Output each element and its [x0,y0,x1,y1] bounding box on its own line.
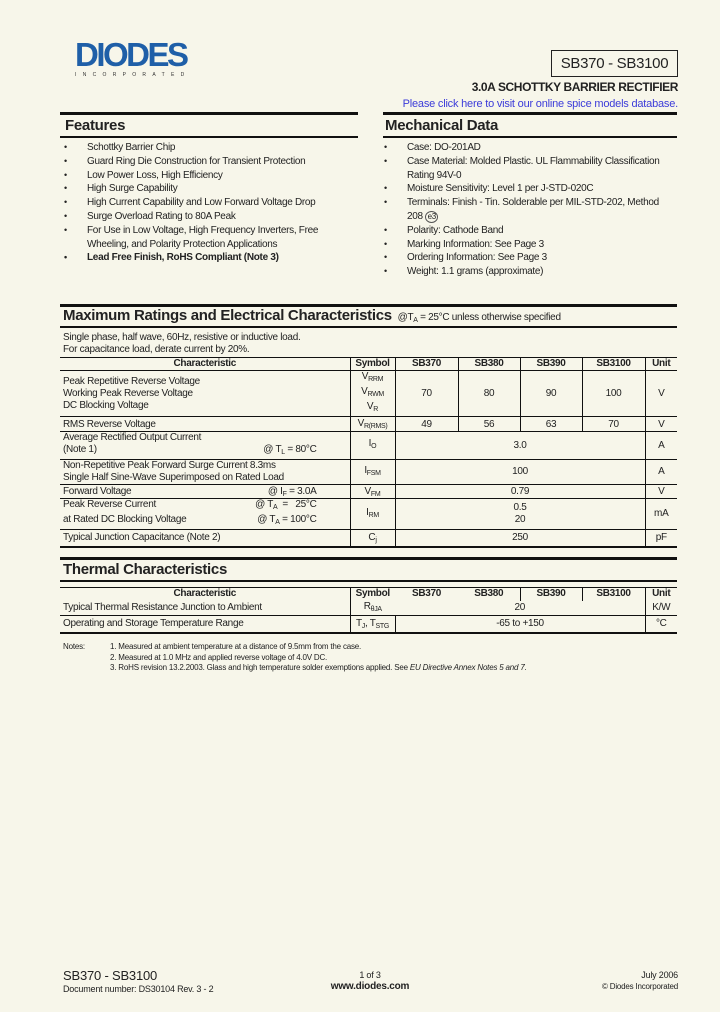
diodes-logo: DIODES INCORPORATED [75,36,191,78]
footer-part: SB370 - SB3100 [63,968,158,983]
table-row: Typical Thermal Resistance Junction to Ambient $R_{\theta JA}$ 20 K/W [60,601,677,616]
divider [383,136,677,138]
table-row: Non-Repetitive Peak Forward Surge Current 8.3ms Single Half Sine-Wave Superimposed on Rated Load $I_{FSM}$ 100 A [60,460,677,485]
list-item: • Weight: 1.1 grams (approximate) [382,265,672,279]
list-item: • Marking Information: See Page 3 [382,238,672,252]
list-item: • High Surge Capability [62,182,352,196]
product-subtitle: 3.0A SCHOTTKY BARRIER RECTIFIER [471,80,678,94]
list-item: • Moisture Sensitivity: Level 1 per J-STD-020C [382,182,672,196]
thermal-table [60,587,677,634]
divider [60,136,358,138]
divider [383,112,677,115]
footer-doc-number: Document number: DS30104 Rev. 3 - 2 [63,984,214,994]
mechanical-list [382,141,672,279]
ratings-condition: $@T_A = 25^\circ C$ unless otherwise specified [397,312,561,324]
list-item: • Case: DO-201AD [382,141,672,155]
footer-page: 1 of 3 [359,970,381,980]
table-row: Average Rectified Output Current (Note 1) @ $T_L = 80^\circ C$ $I_O$ 3.0 A [60,432,677,460]
list-item: • Polarity: Cathode Band [382,224,672,238]
features-title: Features [65,117,126,134]
footer-url[interactable]: www.diodes.com [330,981,410,992]
part-number-box: SB370 - SB3100 [551,50,678,77]
divider [60,112,358,115]
table-header-row: Characteristic Symbol SB370 SB380 SB390 SB3100 Unit [60,358,677,371]
footer-date: July 2006 [641,970,678,980]
divider [60,557,677,560]
notes-label: Notes: [63,642,85,651]
note-3: 3. RoHS revision 13.2.2003. Glass and high temperature solder exemptions applied. See EU Directive Annex Notes 5 and 7. [110,663,527,672]
ratings-heading: Maximum Ratings and Electrical Characteristics $@T_A = 25^\circ C$ unless otherwise specified [63,307,561,324]
note-1: 1. Measured at ambient temperature at a distance of 9.5mm from the case. [110,642,362,651]
spice-models-link[interactable]: Please click here to visit our online spice models database. [402,98,678,110]
ratings-note: For capacitance load, derate current by 20%. [63,344,250,355]
e3-lead-free-icon: e3 [425,211,438,223]
list-item: • For Use in Low Voltage, High Frequency Inverters, Free Wheeling, and Polarity Protection Applications [62,224,352,252]
list-item: • Guard Ring Die Construction for Transient Protection [62,155,352,169]
table-row: Peak Reverse Current @ $T_A = 25^\circ C$ at Rated DC Blocking Voltage @ $T_A = 100^\circ C$ $I_{RM}$ 0.5 20 mA [60,499,677,530]
ratings-table [60,357,677,548]
divider [60,326,677,328]
table-row: RMS Reverse Voltage $V_{R(RMS)}$ 49 56 63 70 V [60,417,677,432]
list-item: • High Current Capability and Low Forward Voltage Drop [62,196,352,210]
list-item: • Schottky Barrier Chip [62,141,352,155]
list-item: • Surge Overload Rating to 80A Peak [62,210,352,224]
list-item: • Low Power Loss, High Efficiency [62,169,352,183]
table-header-row: Characteristic Symbol SB370 SB380 SB390 SB3100 Unit [60,588,677,601]
ratings-note: Single phase, half wave, 60Hz, resistive or inductive load. [63,332,301,343]
table-row: Typical Junction Capacitance (Note 2) $C_j$ 250 pF [60,530,677,547]
footer-copyright: © Diodes Incorporated [602,982,678,991]
list-item: • Lead Free Finish, RoHS Compliant (Note 3) [62,251,352,265]
table-row: Peak Repetitive Reverse Voltage Working Peak Reverse Voltage DC Blocking Voltage $V_{RRM}$ $V_{RWM}$ $V_R$ 70 80 90 100 V [60,371,677,417]
thermal-title: Thermal Characteristics [63,561,228,578]
divider [60,580,677,582]
mechanical-title: Mechanical Data [385,117,499,134]
features-list [62,141,352,265]
list-item: • Ordering Information: See Page 3 [382,251,672,265]
list-item: • Terminals: Finish - Tin. Solderable per MIL-STD-202, Method 208 e3 [382,196,672,224]
table-row: Forward Voltage @ $I_F = 3.0A$ $V_{FM}$ 0.79 V [60,485,677,499]
note-2: 2. Measured at 1.0 MHz and applied reverse voltage of 4.0V DC. [110,653,328,662]
table-row: Operating and Storage Temperature Range $T_J$, $T_{STG}$ -65 to +150 °C [60,615,677,633]
list-item: • Case Material: Molded Plastic. UL Flammability Classification Rating 94V-0 [382,155,672,183]
